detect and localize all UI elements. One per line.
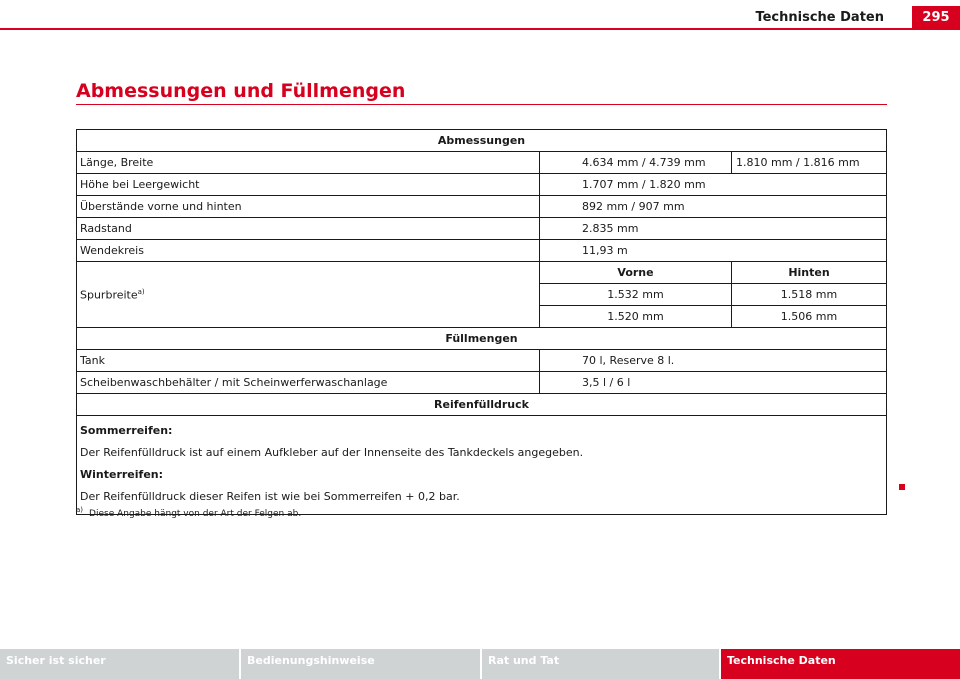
tyre-pressure-notes <box>77 416 887 515</box>
row-value: 892 mm / 907 mm <box>540 196 887 218</box>
chapter-tab-advice[interactable]: Rat und Tat <box>482 649 719 679</box>
track-width-label: Spurbreite <box>80 288 138 302</box>
row-label: Wendekreis <box>77 240 540 262</box>
table-row <box>77 240 887 262</box>
track-front-value: 1.520 mm <box>540 306 732 328</box>
section-rule <box>76 104 887 105</box>
table-row <box>77 416 887 515</box>
summer-tyres-text: Der Reifenfülldruck ist auf einem Aufkleber auf der Innenseite des Tankdeckels angegeben. <box>80 446 584 459</box>
row-value: 2.835 mm <box>540 218 887 240</box>
footnote-mark: a) <box>76 506 84 514</box>
row-value: 4.634 mm / 4.739 mm <box>540 152 732 174</box>
winter-tyres-text: Der Reifenfülldruck dieser Reifen ist wie bei Sommerreifen + 0,2 bar. <box>80 490 460 503</box>
chapter-tab-safety[interactable]: Sicher ist sicher <box>0 649 239 679</box>
row-value-2: 1.810 mm / 1.816 mm <box>732 152 887 174</box>
track-rear-value: 1.506 mm <box>732 306 887 328</box>
winter-tyres-label: Winterreifen: <box>80 468 164 481</box>
capacities-heading: Füllmengen <box>77 328 887 350</box>
table-row <box>77 262 887 284</box>
page-number: 295 <box>912 6 960 30</box>
track-front-value: 1.532 mm <box>540 284 732 306</box>
header-title: Technische Daten <box>755 10 884 25</box>
row-label: Tank <box>77 350 540 372</box>
chapter-tab-technical-data[interactable]: Technische Daten <box>721 649 960 679</box>
row-label: Scheibenwaschbehälter / mit Scheinwerferwaschanlage <box>77 372 540 394</box>
table-heading-row <box>77 130 887 152</box>
track-width-label-cell <box>77 262 540 328</box>
specifications-table <box>76 129 887 515</box>
chapter-tab-operation[interactable]: Bedienungshinweise <box>241 649 480 679</box>
table-heading-row <box>77 328 887 350</box>
tyre-pressure-heading: Reifenfülldruck <box>77 394 887 416</box>
table-row <box>77 174 887 196</box>
row-label: Höhe bei Leergewicht <box>77 174 540 196</box>
footnote-marker: a) <box>137 287 145 296</box>
track-rear-value: 1.518 mm <box>732 284 887 306</box>
row-label: Länge, Breite <box>77 152 540 174</box>
chapter-navigation <box>0 649 960 679</box>
row-label: Radstand <box>77 218 540 240</box>
table-row <box>77 372 887 394</box>
end-of-section-marker <box>899 484 905 490</box>
table-heading-row <box>77 394 887 416</box>
summer-tyres-label: Sommerreifen: <box>80 424 173 437</box>
header-rule <box>0 28 960 30</box>
table-row <box>77 218 887 240</box>
track-rear-header: Hinten <box>732 262 887 284</box>
row-value: 3,5 l / 6 l <box>540 372 887 394</box>
track-front-header: Vorne <box>540 262 732 284</box>
table-row <box>77 196 887 218</box>
dimensions-heading: Abmessungen <box>77 130 887 152</box>
row-label: Überstände vorne und hinten <box>77 196 540 218</box>
footnote-text: Diese Angabe hängt von der Art der Felgen ab. <box>89 509 302 519</box>
row-value: 70 l, Reserve 8 l. <box>540 350 887 372</box>
page-header <box>0 0 960 30</box>
footnote <box>76 506 301 519</box>
row-value: 1.707 mm / 1.820 mm <box>540 174 887 196</box>
table-row <box>77 152 887 174</box>
table-row <box>77 350 887 372</box>
section-title: Abmessungen und Füllmengen <box>76 80 406 102</box>
row-value: 11,93 m <box>540 240 887 262</box>
